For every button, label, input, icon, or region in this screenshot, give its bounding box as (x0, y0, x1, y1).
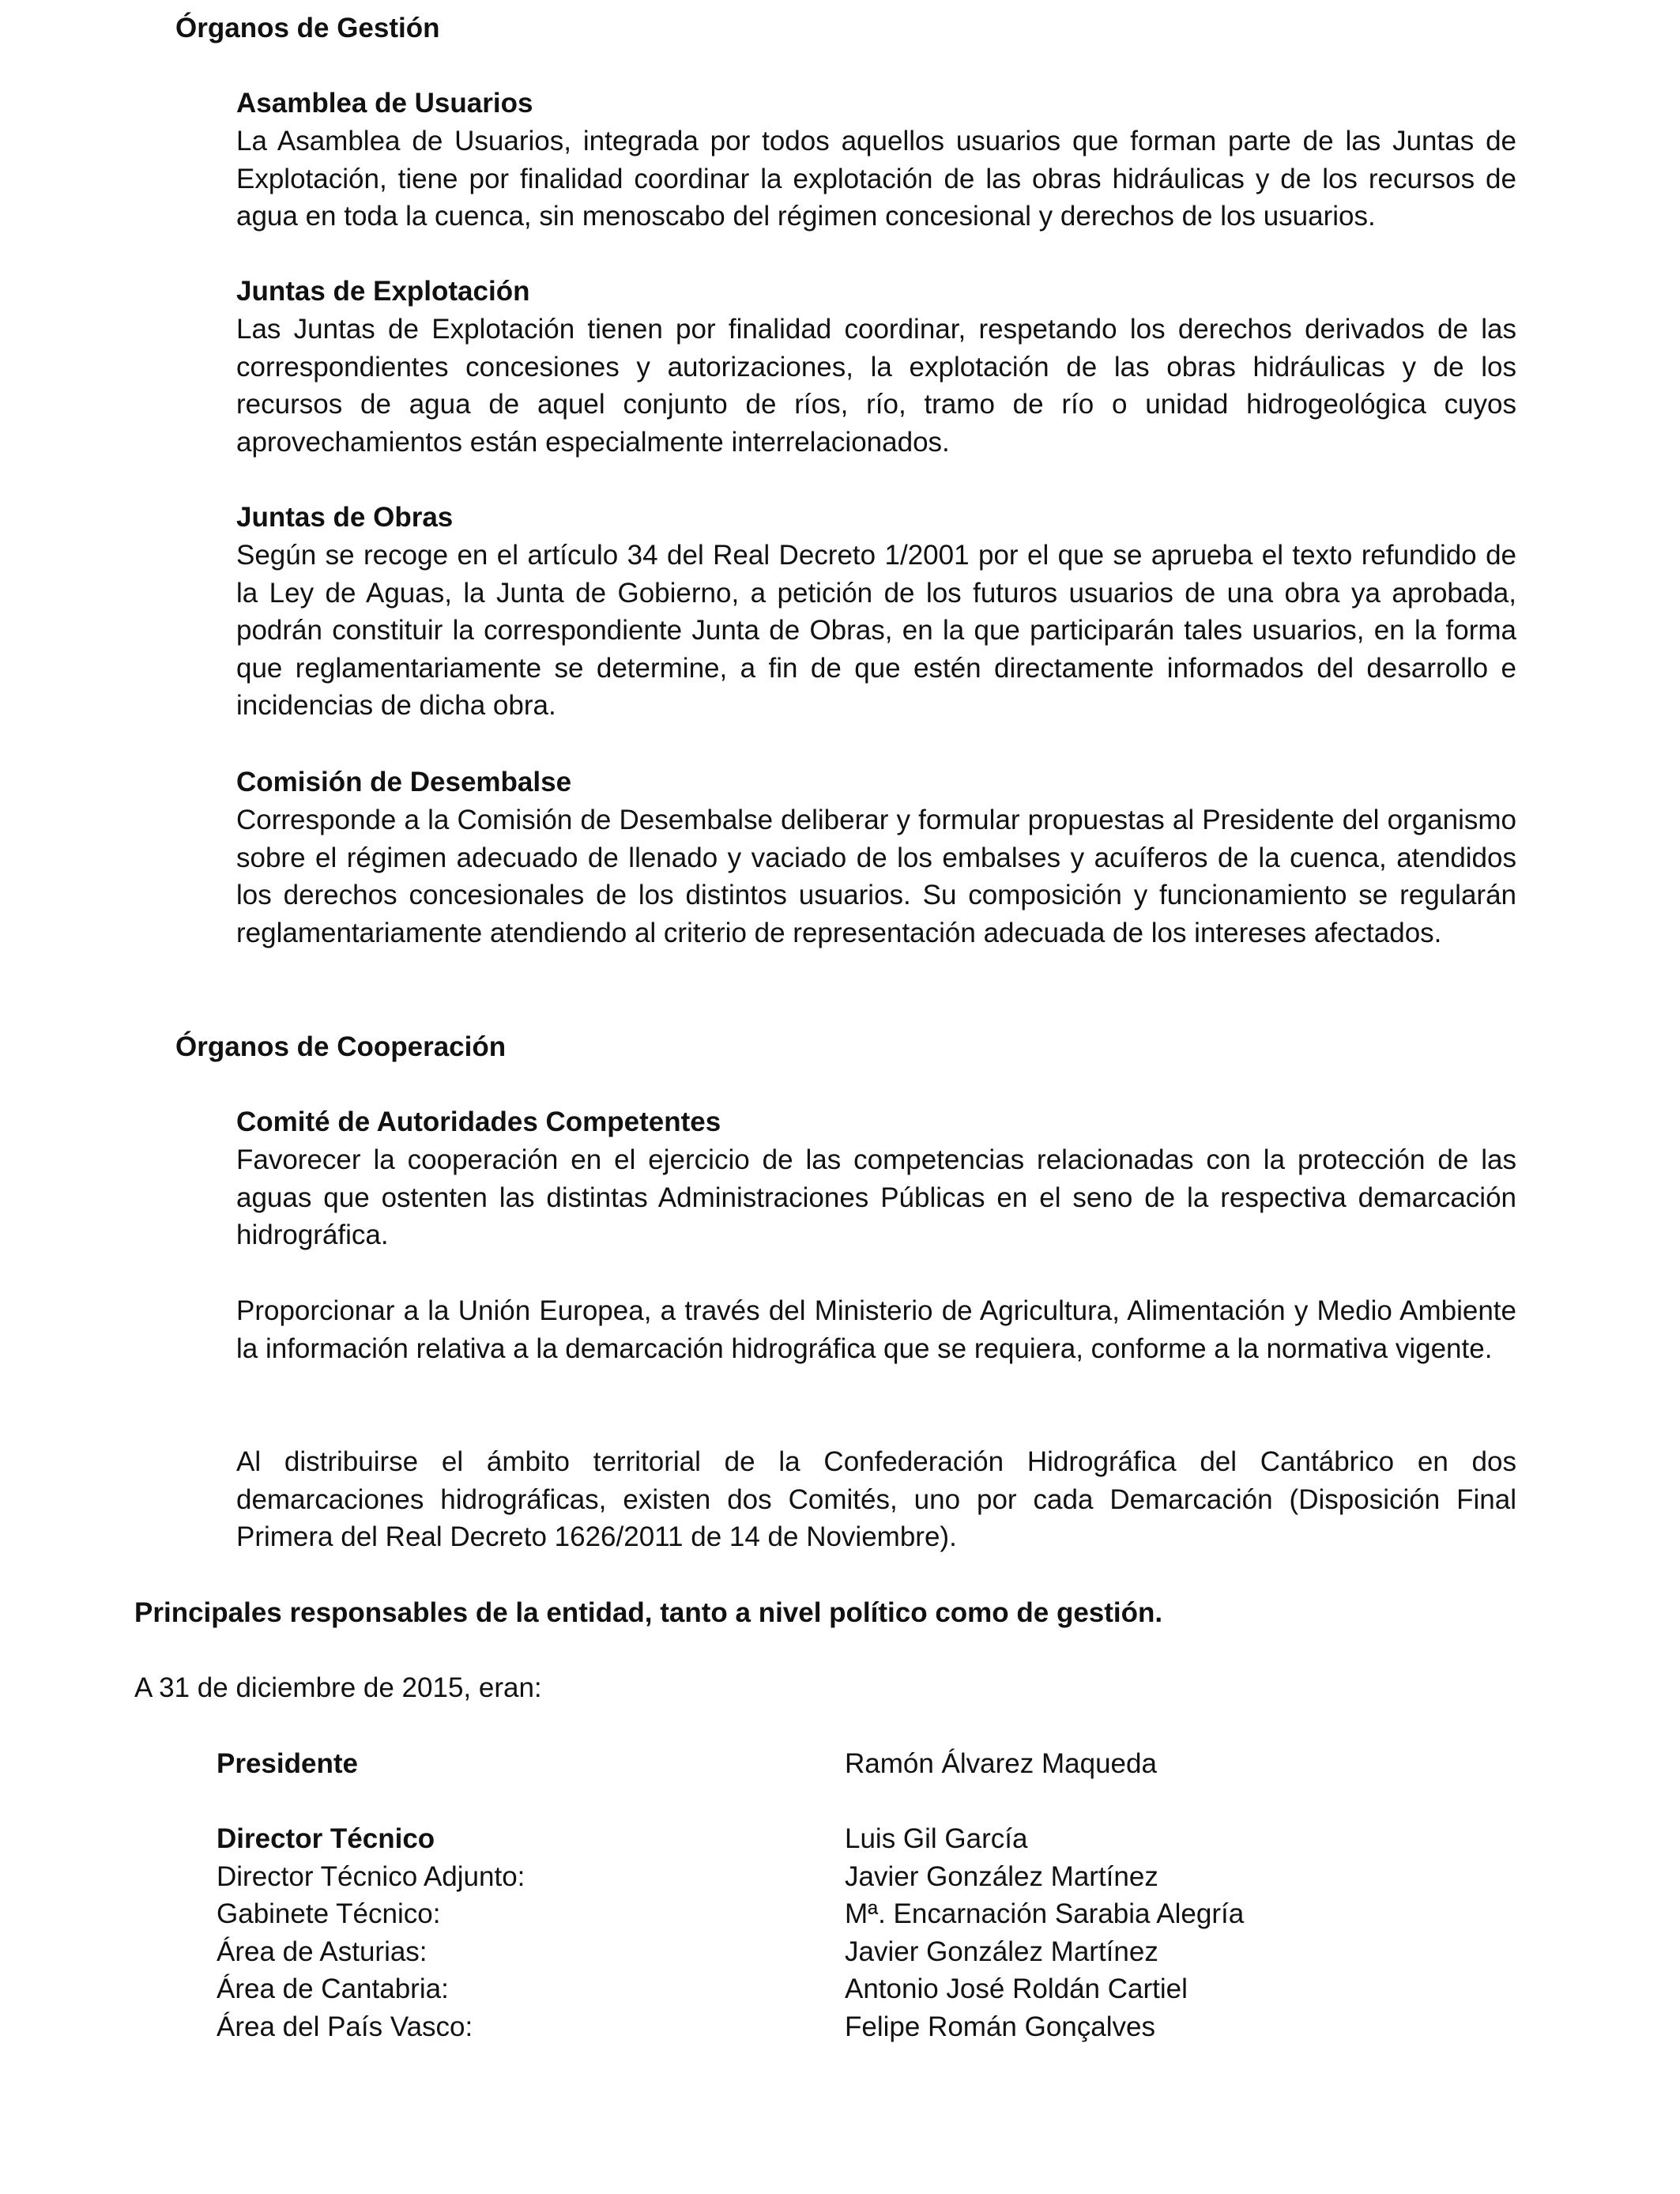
heading-comite-autoridades: Comité de Autoridades Competentes (236, 1106, 721, 1137)
heading-comision-desembalse: Comisión de Desembalse (236, 767, 572, 797)
paragraph-comision-desembalse: Corresponde a la Comisión de Desembalse deliberar y formular propuestas al Presidente del organismo sobre el régimen adecuado de llenado y vaciado de los embalses y acuíferos de la cuenca, atendidos los derechos concesionales de los distintos usuarios. Su composición y funcionamiento se regularán reglamentariamente atendiendo al criterio de representación adecuada de los intereses afectados. (236, 805, 1516, 948)
paragraph-juntas-explotacion: Las Juntas de Explotación tienen por finalidad coordinar, respetando los derechos derivados de las correspondientes concesiones y autorizaciones, la explotación de las obras hidráulicas y de los recursos de agua de aquel conjunto de ríos, río, tramo de río o unidad hidrogeológica cuyos aprovechamientos están especialmente interrelacionados. (236, 314, 1516, 458)
responsable-row (217, 1820, 1560, 1857)
responsable-row (217, 1745, 1560, 1782)
responsable-name: Felipe Román Gonçalves (845, 2011, 1155, 2042)
section-title-responsables: Principales responsables de la entidad, tanto a nivel político como de gestión. (134, 1597, 1163, 1628)
paragraph-juntas-obras: Según se recoge en el artículo 34 del Real Decreto 1/2001 por el que se aprueba el texto refundido de la Ley de Aguas, la Junta de Gobierno, a petición de los futuros usuarios de una obra ya aprobada, podrán constituir la correspondiente Junta de Obras, en la que participarán tales usuarios, en la forma que reglamentariamente se determine, a fin de que estén directamente informados del desarrollo e incidencias de dicha obra. (236, 540, 1516, 721)
responsables-intro: A 31 de diciembre de 2015, eran: (134, 1672, 542, 1703)
responsable-role: Área del País Vasco: (217, 2011, 473, 2042)
responsable-name: Antonio José Roldán Cartiel (845, 1973, 1188, 2004)
responsable-row (217, 1858, 1560, 1895)
paragraph-comite-1: Favorecer la cooperación en el ejercicio de las competencias relacionadas con la protección de las aguas que ostenten las distintas Administraciones Públicas en el seno de la respectiva demarcación hidrográfica. (236, 1144, 1516, 1250)
paragraph-comite-2: Proporcionar a la Unión Europea, a través del Ministerio de Agricultura, Alimentación y Medio Ambiente la información relativa a la demarcación hidrográfica que se requiera, conforme a la normativa vigente. (236, 1295, 1516, 1364)
heading-juntas-obras: Juntas de Obras (236, 502, 454, 533)
responsable-row (217, 2008, 1560, 2045)
section-title-organos-cooperacion: Órganos de Cooperación (175, 1031, 507, 1062)
responsable-role: Área de Cantabria: (217, 1973, 449, 2004)
paragraph-comite-3: Al distribuirse el ámbito territorial de la Confederación Hidrográfica del Cantábrico en dos demarcaciones hidrográficas, existen dos Comités, uno por cada Demarcación (Disposición Final Primera del Real Decreto 1626/2011 de 14 de Noviembre). (236, 1446, 1516, 1552)
responsable-role: Director Técnico (217, 1823, 435, 1854)
responsable-row (217, 1895, 1560, 1932)
responsable-name: Ramón Álvarez Maqueda (845, 1748, 1157, 1779)
section-title-organos-gestion: Órganos de Gestión (175, 13, 440, 43)
heading-juntas-explotacion: Juntas de Explotación (236, 276, 530, 307)
responsable-row (217, 1970, 1560, 2007)
heading-asamblea-usuarios: Asamblea de Usuarios (236, 88, 533, 119)
responsable-name: Javier González Martínez (845, 1936, 1158, 1967)
responsable-name: Mª. Encarnación Sarabia Alegría (845, 1898, 1245, 1929)
responsable-role: Área de Asturias: (217, 1936, 428, 1967)
responsable-role: Director Técnico Adjunto: (217, 1861, 525, 1892)
responsable-name: Javier González Martínez (845, 1861, 1158, 1892)
paragraph-asamblea-usuarios: La Asamblea de Usuarios, integrada por todos aquellos usuarios que forman parte de las Juntas de Explotación, tiene por finalidad coordinar la explotación de las obras hidráulicas y de los recursos de agua en toda la cuenca, sin menoscabo del régimen concesional y derechos de los usuarios. (236, 126, 1516, 232)
responsable-role: Gabinete Técnico: (217, 1898, 441, 1929)
responsable-row (217, 1933, 1560, 1970)
responsable-role: Presidente (217, 1748, 358, 1779)
responsable-name: Luis Gil García (845, 1823, 1028, 1854)
